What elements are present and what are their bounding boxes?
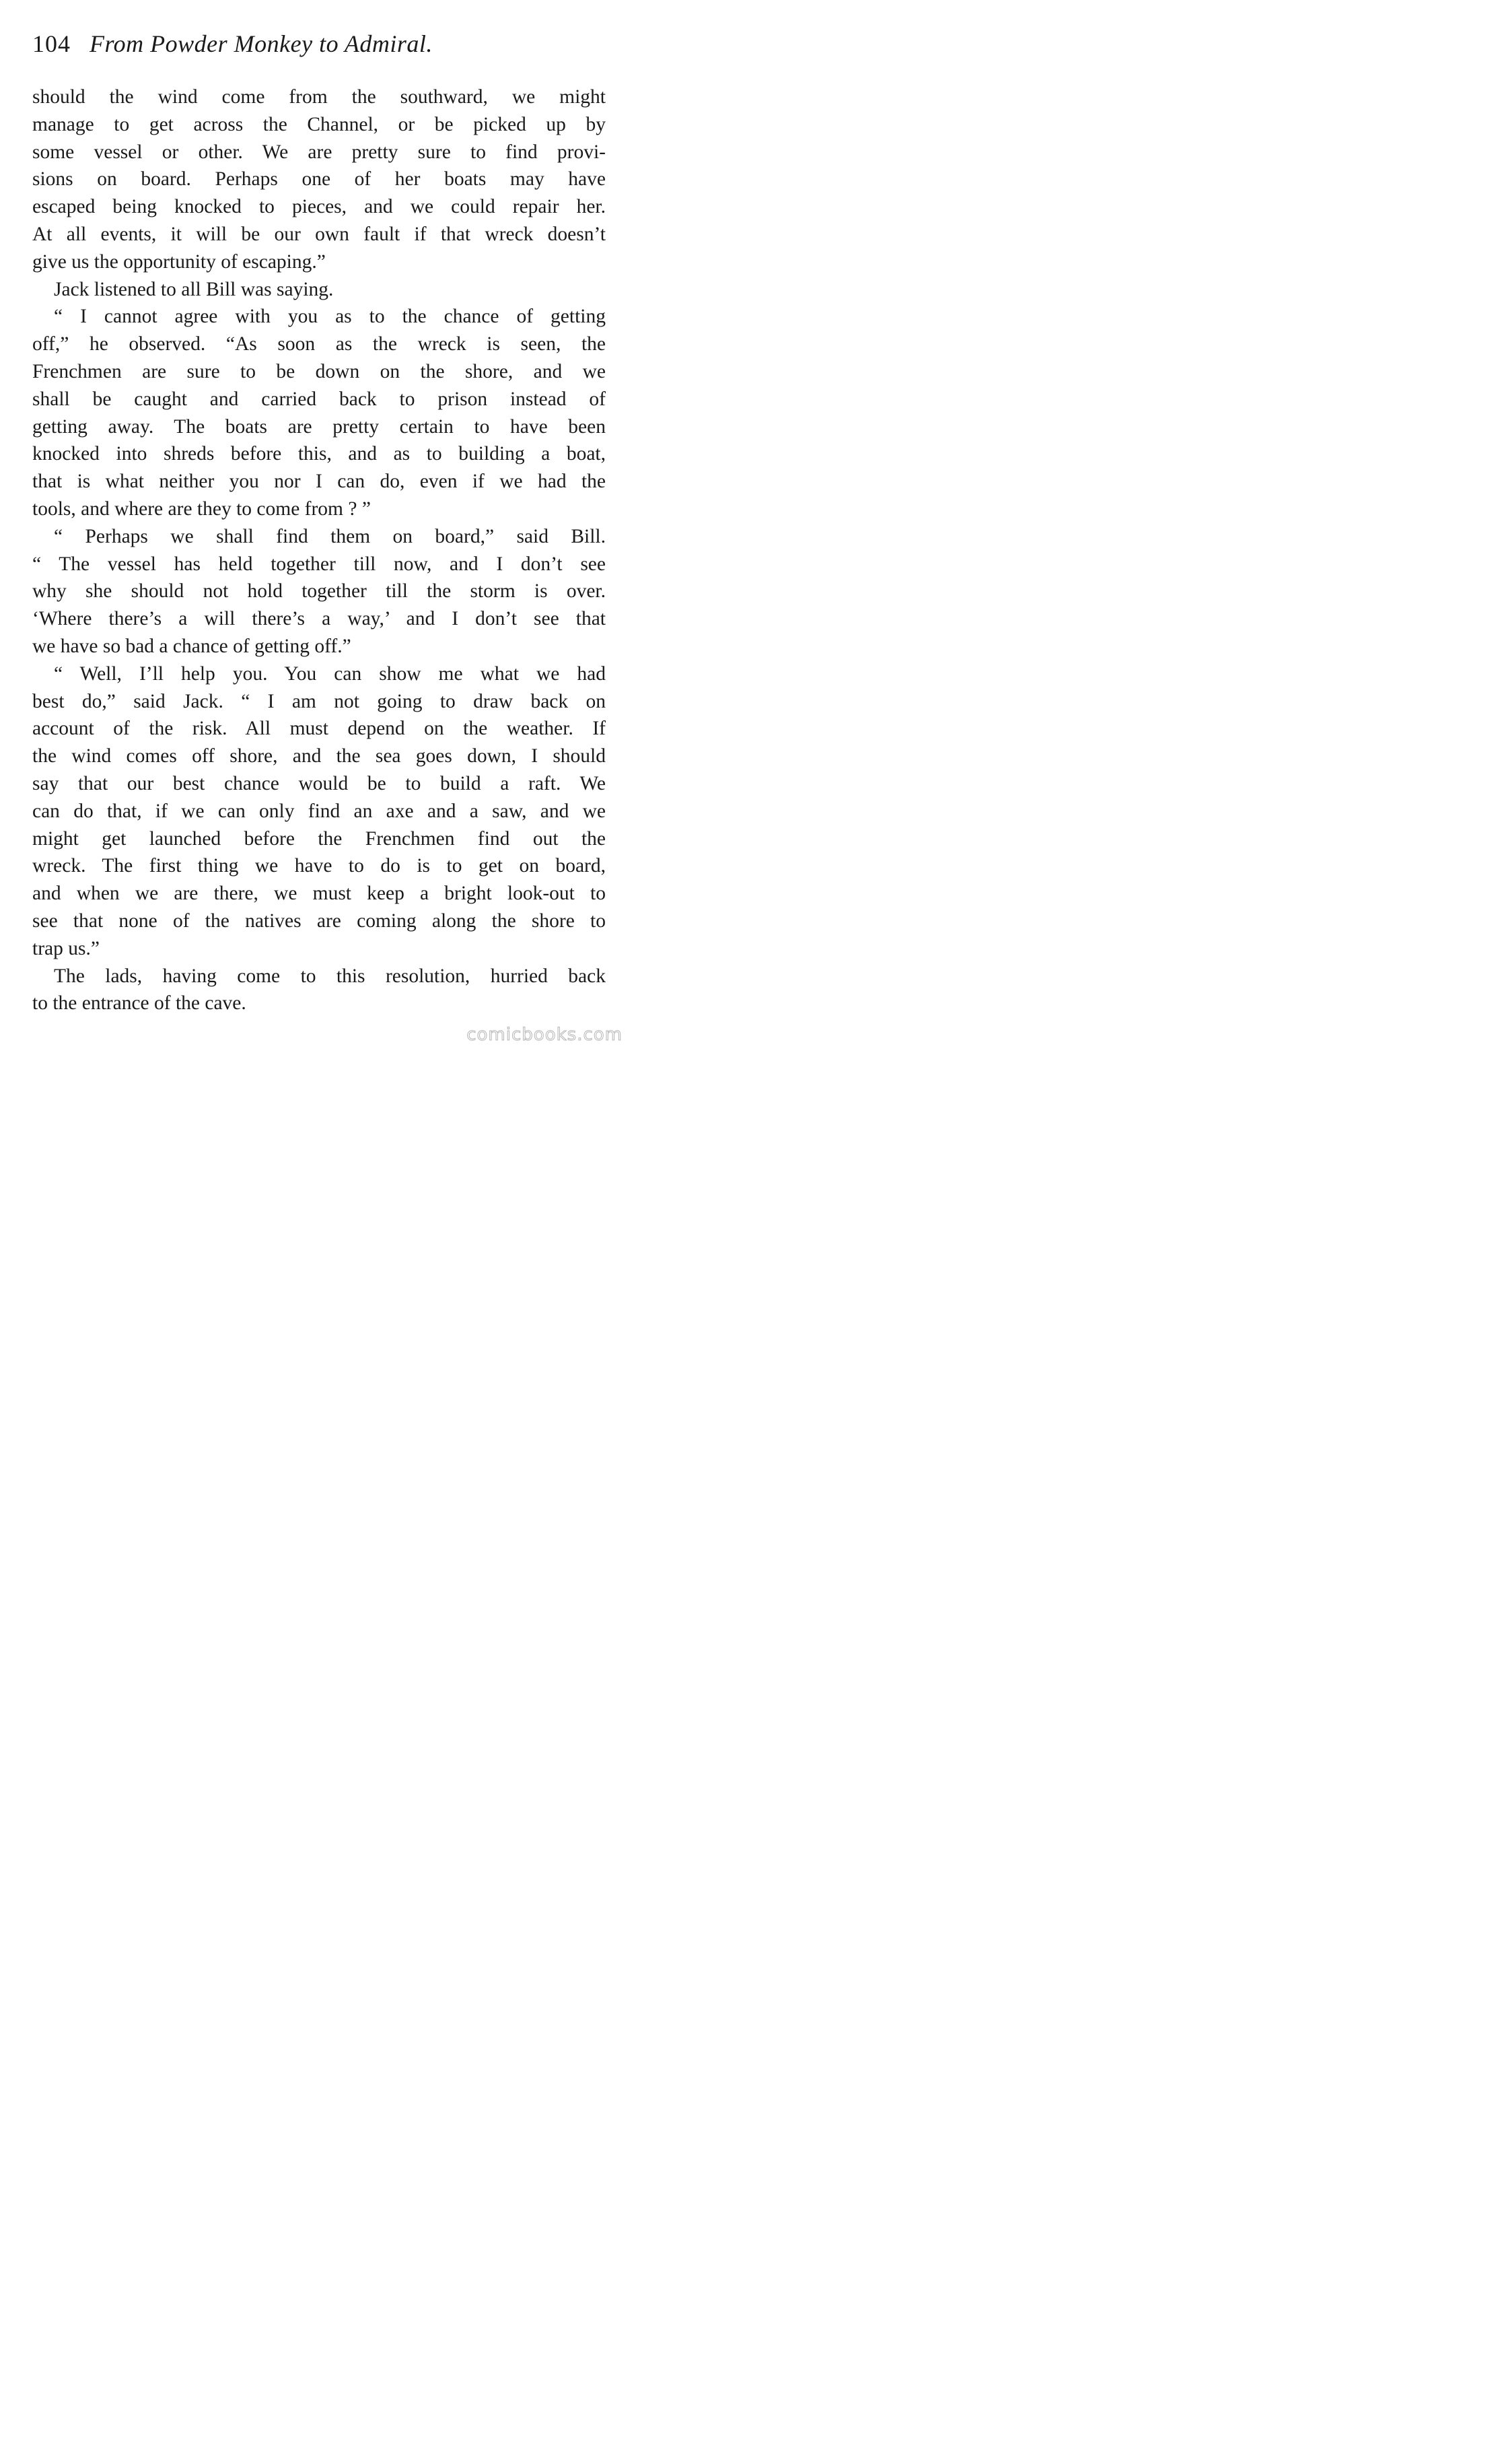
text-line: The lads, having come to this resolution, hurried back — [54, 965, 606, 987]
watermark: comicbooks.com — [466, 1025, 623, 1045]
text-line: manage to get across the Channel, or be picked up by — [32, 113, 606, 135]
text-line: the wind comes off shore, and the sea goes down, I should — [32, 745, 606, 767]
text-line: give us the opportunity of escaping.” — [32, 250, 326, 273]
text-line: best do,” said Jack. “ I am not going to draw back on — [32, 690, 606, 712]
body-text — [32, 83, 606, 1017]
text-line: can do that, if we can only find an axe and a saw, and we — [32, 800, 606, 822]
text-line: tools, and where are they to come from ? ” — [32, 498, 371, 520]
text-line: why she should not hold together till the storm is over. — [32, 580, 606, 603]
text-line: “ Well, I’ll help you. You can show me what we had — [54, 662, 606, 685]
text-line: trap us.” — [32, 937, 100, 959]
text-line: should the wind come from the southward, we might — [32, 86, 606, 108]
text-line: might get launched before the Frenchmen find out the — [32, 827, 606, 850]
text-line: getting away. The boats are pretty certain to have been — [32, 415, 606, 438]
text-line: and when we are there, we must keep a bright look-out to — [32, 883, 606, 905]
text-line: “ Perhaps we shall find them on board,” said Bill. — [54, 525, 606, 547]
text-line: to the entrance of the cave. — [32, 992, 246, 1015]
page-number: 104 — [32, 30, 71, 57]
text-line: sions on board. Perhaps one of her boats may have — [32, 168, 606, 191]
running-head — [32, 27, 611, 61]
text-line: see that none of the natives are coming along the shore to — [32, 910, 606, 932]
text-line: “ I cannot agree with you as to the chance of getting — [54, 306, 606, 328]
text-line: we have so bad a chance of getting off.” — [32, 635, 351, 657]
running-title: From Powder Monkey to Admiral. — [90, 30, 433, 57]
text-line: off,” he observed. “As soon as the wreck is seen, the — [32, 333, 606, 355]
text-line: At all events, it will be our own fault if that wreck doesn’t — [32, 223, 606, 245]
text-line: ‘Where there’s a will there’s a way,’ and I don’t see that — [32, 608, 606, 630]
text-line: knocked into shreds before this, and as to building a boat, — [32, 443, 606, 465]
text-line: wreck. The first thing we have to do is to get on board, — [32, 855, 606, 877]
text-line: Frenchmen are sure to be down on the shore, and we — [32, 360, 606, 382]
text-line: that is what neither you nor I can do, even if we had the — [32, 471, 606, 493]
text-line: account of the risk. All must depend on the weather. If — [32, 718, 606, 740]
text-line: Jack listened to all Bill was saying. — [54, 278, 334, 300]
text-line: say that our best chance would be to build a raft. We — [32, 772, 606, 794]
text-line: escaped being knocked to pieces, and we could repair her. — [32, 196, 606, 218]
text-line: some vessel or other. We are pretty sure to find provi- — [32, 141, 606, 163]
text-line: shall be caught and carried back to prison instead of — [32, 388, 606, 410]
book-page — [0, 0, 636, 1054]
text-line: “ The vessel has held together till now, and I don’t see — [32, 553, 606, 575]
